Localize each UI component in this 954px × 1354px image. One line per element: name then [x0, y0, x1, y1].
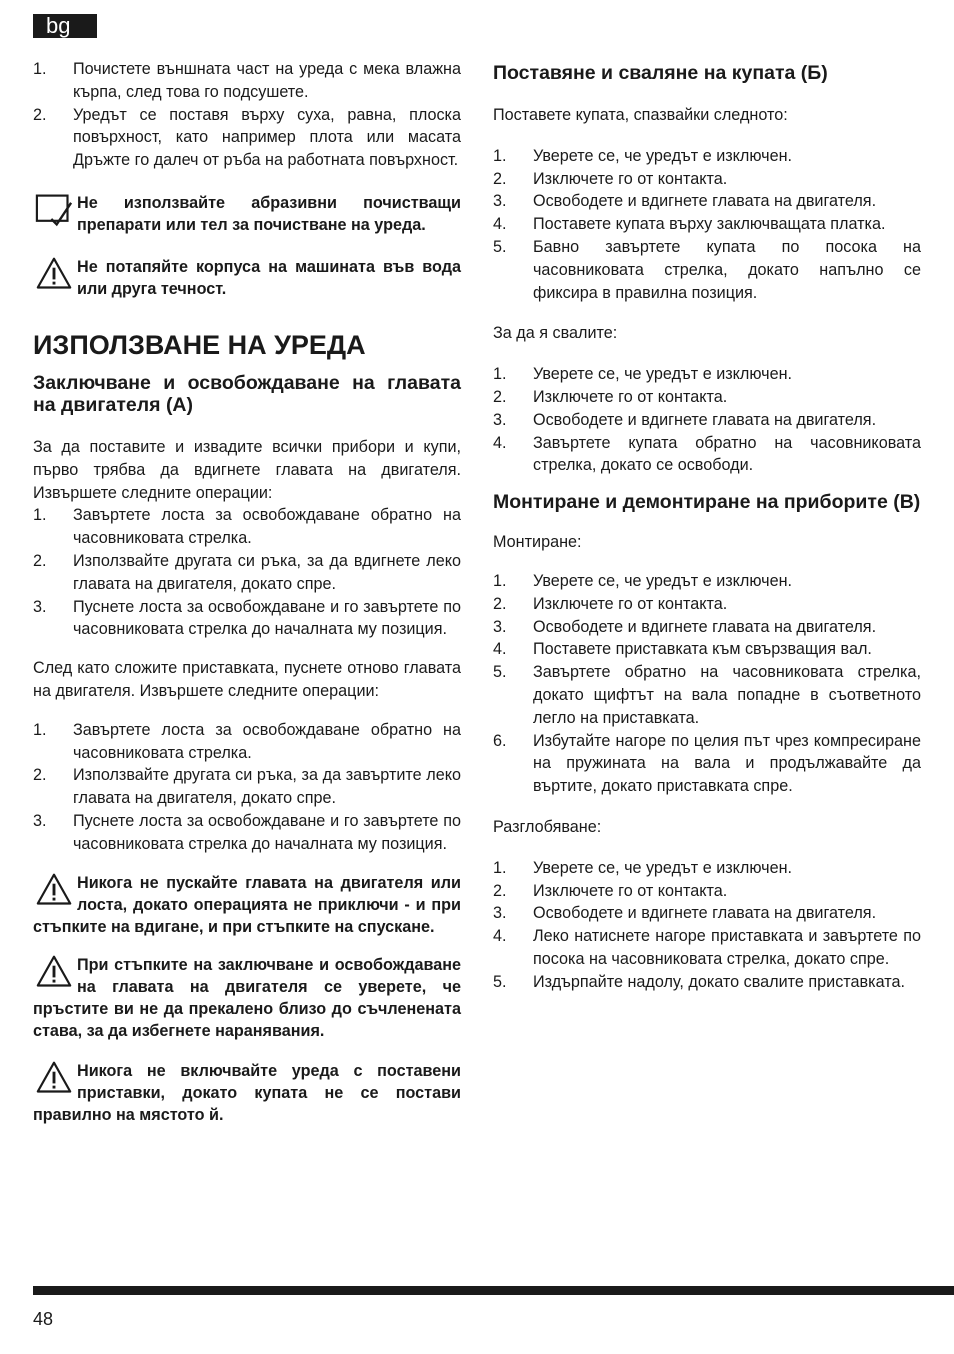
- list-item-number: 5.: [493, 972, 507, 991]
- warning-icon: [33, 954, 75, 990]
- list-item: [493, 730, 921, 798]
- list-item: [493, 902, 921, 925]
- list-item-number: 1.: [493, 365, 507, 384]
- main-title: ИЗПОЛЗВАНЕ НА УРЕДА: [33, 329, 366, 360]
- section-b-list-2: [493, 363, 921, 477]
- warning-icon: [33, 1060, 75, 1096]
- list-item: [33, 810, 461, 856]
- section-a-mid: След като сложите приставката, пуснете отново главата на двигателя. Извършете следните операции:: [33, 659, 461, 700]
- list-item-text: Завъртете купата обратно на часовниковата стрелка, докато се освободи.: [533, 433, 921, 475]
- list-item-text: Уверете се, че уредът е изключен.: [533, 146, 793, 165]
- list-item: [493, 190, 921, 213]
- list-item-text: Освободете и вдигнете главата на двигателя.: [533, 410, 877, 429]
- right-column: [493, 58, 921, 994]
- footer-bar: [33, 1286, 954, 1295]
- warning-icon: [33, 872, 75, 908]
- list-item-text: Уредът се поставя върху суха, равна, плоска повърхност, като например плота или масата Дръжте го далеч от ръба на работната повърхност.: [73, 105, 461, 170]
- cleaning-steps-list: [33, 58, 461, 172]
- list-item-number: 4.: [493, 215, 507, 234]
- list-item: [493, 593, 921, 616]
- page-number: 48: [33, 1309, 54, 1329]
- list-item: [33, 764, 461, 810]
- list-item: [493, 409, 921, 432]
- list-item-number: 2.: [33, 551, 47, 570]
- section-b-list-1: [493, 145, 921, 305]
- list-item-number: 1.: [33, 720, 47, 739]
- section-a-list-2: [33, 719, 461, 856]
- list-item-text: Изключете го от контакта.: [533, 594, 728, 613]
- section-b-title: Поставяне и сваляне на купата (Б): [493, 62, 828, 84]
- list-item: [33, 104, 461, 172]
- section-c-list-2: [493, 857, 921, 994]
- list-item: [493, 363, 921, 386]
- section-b-remove-label: За да я свалите:: [493, 324, 618, 343]
- list-item-text: Поставете купата върху заключващата платка.: [533, 215, 886, 234]
- checklist-note-icon: [33, 192, 75, 228]
- list-item: [33, 504, 461, 550]
- list-item: [493, 432, 921, 478]
- list-item-text: Почистете външната част на уреда с мека влажна кърпа, след това го подсушете.: [73, 60, 461, 101]
- list-item-number: 1.: [493, 146, 507, 165]
- list-item: [493, 857, 921, 880]
- list-item-text: Освободете и вдигнете главата на двигателя.: [533, 617, 877, 636]
- list-item-text: Пуснете лоста за освобождаване и го завъртете по часовниковата стрелка до началната му позиция.: [73, 597, 461, 639]
- section-c-unmount-label: Разглобяване:: [493, 817, 602, 836]
- list-item: [493, 971, 921, 994]
- list-item-number: 3.: [493, 904, 507, 923]
- list-item-number: 4.: [493, 433, 507, 452]
- list-item: [493, 145, 921, 168]
- list-item: [33, 596, 461, 642]
- list-item-number: 3.: [493, 410, 507, 429]
- list-item-text: Уверете се, че уредът е изключен.: [533, 571, 793, 590]
- list-item: [33, 58, 461, 104]
- list-item: [493, 880, 921, 903]
- list-item-number: 4.: [493, 927, 507, 946]
- list-item: [493, 168, 921, 191]
- list-item-text: Завъртете лоста за освобождаване обратно на часовниковата стрелка.: [73, 720, 461, 762]
- immersion-warning: Не потапяйте корпуса на машината във вода или друга течност.: [33, 256, 461, 300]
- list-item: [493, 616, 921, 639]
- list-item-text: Изключете го от контакта.: [533, 169, 728, 188]
- section-b-intro: Поставете купата, спазвайки следното:: [493, 106, 788, 124]
- list-item-number: 3.: [33, 597, 47, 616]
- list-item: [493, 925, 921, 971]
- list-item-number: 3.: [493, 617, 507, 636]
- section-c-mount-label: Монтиране:: [493, 533, 582, 552]
- list-item-number: 3.: [493, 192, 507, 211]
- list-item-text: Освободете и вдигнете главата на двигателя.: [533, 904, 877, 923]
- list-item-text: Поставете приставката към свързващия вал.: [533, 640, 872, 659]
- list-item-number: 1.: [493, 571, 507, 590]
- list-item-text: Освободете и вдигнете главата на двигателя.: [533, 192, 877, 211]
- bowl-warning: Никога не включвайте уреда с поставени приставки, докато купата не се постави правилно на мястото й.: [33, 1061, 461, 1124]
- list-item-number: 2.: [33, 105, 47, 124]
- list-item-number: 2.: [493, 881, 507, 900]
- list-item-text: Използвайте другата си ръка, за да вдигнете леко главата на двигателя, докато спре.: [73, 551, 461, 593]
- language-tab: bg: [33, 14, 97, 38]
- list-item-number: 1.: [33, 506, 47, 525]
- list-item-number: 3.: [33, 811, 47, 830]
- left-column: [33, 58, 461, 1126]
- list-item-text: Бавно завъртете купата по посока на часовниковата стрелка, докато напълно се фиксира в правилна позиция.: [533, 237, 921, 302]
- list-item-number: 2.: [493, 387, 507, 406]
- list-item-number: 2.: [33, 766, 47, 785]
- list-item-text: Пуснете лоста за освобождаване и го завъртете по часовниковата стрелка до началната му позиция.: [73, 811, 461, 853]
- list-item-text: Избутайте нагоре по целия път чрез компресиране на пружината на вала и продължавайте да въртите, докато приставката спре.: [533, 731, 921, 796]
- section-a-intro: За да поставите и извадите всички прибори и купи, първо трябва да вдигнете главата на двигателя. Извършете следните операции:: [33, 437, 461, 502]
- list-item-number: 2.: [493, 594, 507, 613]
- list-item: [493, 661, 921, 729]
- section-a-title: Заключване и освобождаване на главата на двигателя (A): [33, 371, 461, 416]
- list-item: [33, 719, 461, 765]
- list-item-text: Леко натиснете нагоре приставката и завъртете по посока на часовниковата стрелка, докато спре.: [533, 927, 921, 968]
- list-item-number: 4.: [493, 640, 507, 659]
- list-item: [493, 236, 921, 304]
- finger-warning: При стъпките на заключване и освобождаване на главата на двигателя се уверете, че пръстите ви не да прекалено близо до съчленената става, за да избегнете наранявания.: [33, 955, 461, 1040]
- list-item-text: Използвайте другата си ръка, за да завъртите леко главата на двигателя, докато спре.: [73, 766, 461, 808]
- list-item-number: 5.: [493, 663, 507, 682]
- list-item: [493, 638, 921, 661]
- list-item-number: 6.: [493, 731, 507, 750]
- list-item-text: Уверете се, че уредът е изключен.: [533, 858, 793, 877]
- list-item-text: Изключете го от контакта.: [533, 881, 728, 900]
- section-c-list-1: [493, 570, 921, 798]
- list-item: [493, 570, 921, 593]
- cleaning-note: Не използвайте абразивни почистващи препарати или тел за почистване на уреда.: [33, 192, 461, 236]
- list-item-text: Завъртете обратно на часовниковата стрелка, докато щифтът на вала попадне в съответното легло на приставката.: [533, 663, 921, 727]
- list-item-text: Уверете се, че уредът е изключен.: [533, 365, 793, 384]
- list-item-number: 5.: [493, 237, 507, 256]
- list-item: [33, 550, 461, 596]
- list-item-text: Издърпайте надолу, докато свалите приставката.: [533, 972, 905, 991]
- list-item: [493, 213, 921, 236]
- list-item-number: 2.: [493, 169, 507, 188]
- head-release-warning: Никога не пускайте главата на двигателя или лоста, докато операцията не приключи - и при стъпките на вдигане, и при стъпките на спускане.: [33, 873, 461, 936]
- list-item: [493, 386, 921, 409]
- section-c-title: Монтиране и демонтиране на приборите (В): [493, 491, 921, 514]
- list-item-number: 1.: [33, 60, 47, 78]
- section-a-list-1: [33, 504, 461, 641]
- list-item-text: Изключете го от контакта.: [533, 387, 728, 406]
- list-item-number: 1.: [493, 858, 507, 877]
- warning-icon: [33, 256, 75, 292]
- list-item-text: Завъртете лоста за освобождаване обратно на часовниковата стрелка.: [73, 506, 461, 548]
